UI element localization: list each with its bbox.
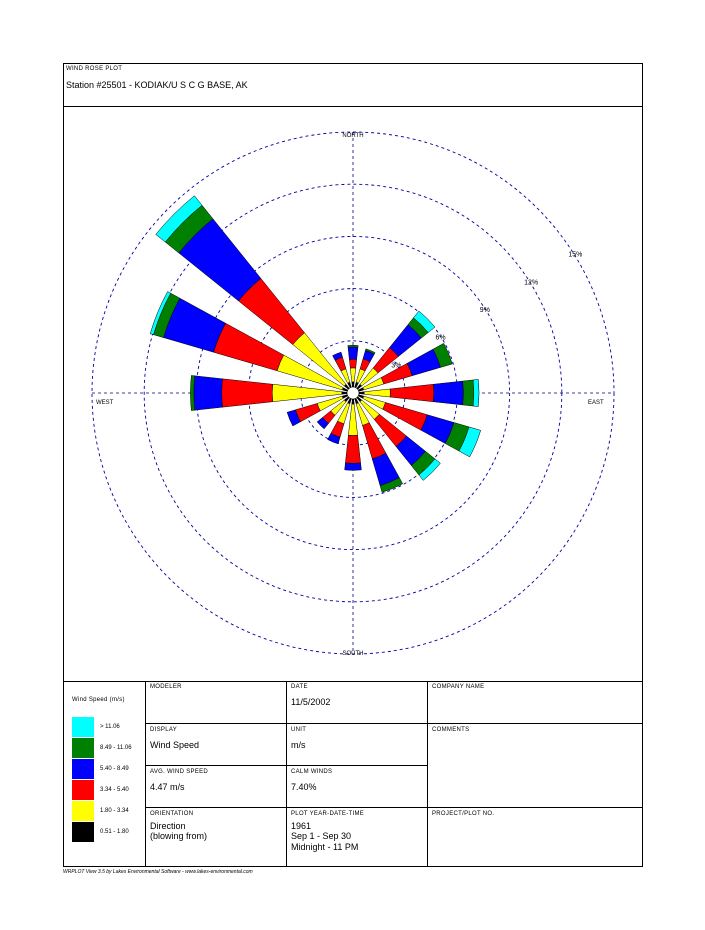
comments-label: COMMENTS	[432, 727, 470, 733]
petal-N-bin3	[348, 347, 358, 359]
ring-label: 6%	[435, 334, 446, 342]
info-row3-divider	[145, 807, 643, 808]
plot-year-value-line3: Midnight - 11 PM	[291, 842, 359, 852]
plot-label: WIND ROSE PLOT	[66, 66, 123, 72]
wind-rose-chart	[64, 107, 642, 681]
plot-year-value-line2: Sep 1 - Sep 30	[291, 831, 352, 841]
petal-S-bin2	[345, 435, 360, 463]
legend-swatch	[72, 822, 94, 842]
compass-label-north: NORTH	[342, 133, 364, 139]
legend-swatch	[72, 717, 94, 737]
footer-credit: WRPLOT View 3.5 by Lakes Environmental Software - www.lakes-environmental.com	[63, 869, 253, 875]
info-col1-divider	[145, 681, 146, 867]
petal-S-bin0	[352, 399, 354, 404]
legend-title: Wind Speed (m/s)	[72, 697, 125, 703]
legend-label: 8.49 - 11.06	[100, 745, 132, 751]
legend-label: > 11.06	[100, 724, 120, 730]
legend-label: 0.51 - 1.80	[100, 829, 129, 835]
display-label: DISPLAY	[150, 727, 177, 733]
orientation-label: ORIENTATION	[150, 811, 194, 817]
calm-center	[347, 387, 359, 399]
compass-label-west: WEST	[96, 400, 114, 406]
orientation-value-line2: (blowing from)	[150, 831, 208, 841]
display-value: Wind Speed	[150, 740, 200, 750]
calm-winds-label: CALM WINDS	[291, 769, 333, 775]
legend-swatch	[72, 780, 94, 800]
ring-label: 9%	[479, 307, 490, 315]
petal-E-bin2	[390, 384, 434, 401]
petal-E-bin4	[463, 380, 474, 406]
legend-label: 1.80 - 3.34	[100, 808, 129, 814]
avg-speed-value: 4.47 m/s	[150, 782, 185, 792]
compass-label-south: SOUTH	[342, 651, 364, 657]
info-top-divider	[63, 681, 643, 682]
petal-W-bin0	[342, 392, 347, 394]
petal-N-bin4	[348, 345, 358, 347]
info-col3-divider	[427, 681, 428, 867]
legend-label: 5.40 - 8.49	[100, 766, 129, 772]
orientation-value-line1: Direction	[150, 821, 186, 831]
info-col2-divider	[286, 681, 287, 867]
plot-year-label: PLOT YEAR-DATE-TIME	[291, 811, 365, 817]
unit-value: m/s	[291, 740, 306, 750]
legend-swatch	[72, 801, 94, 821]
petal-WNW-bin2	[214, 323, 284, 371]
petal-N-bin2	[349, 359, 356, 368]
petal-S-bin1	[348, 404, 357, 435]
date-value: 11/5/2002	[291, 697, 331, 707]
petal-W-bin2	[222, 379, 273, 407]
petal-E-bin5	[473, 379, 479, 406]
plot-year-value-line1: 1961	[291, 821, 312, 831]
unit-label: UNIT	[291, 727, 307, 733]
legend-label: 3.34 - 5.40	[100, 787, 129, 793]
info-row1-divider	[145, 723, 643, 724]
petal-N-bin1	[350, 368, 355, 382]
legend-swatch	[72, 738, 94, 758]
info-row2-divider	[145, 765, 427, 766]
petal-E-bin0	[359, 392, 364, 394]
compass-label-east: EAST	[588, 400, 604, 406]
calm-winds-value: 7.40%	[291, 782, 317, 792]
modeler-label: MODELER	[150, 684, 182, 690]
petal-N-bin0	[352, 382, 354, 387]
ring-label: 3%	[391, 362, 402, 370]
date-label: DATE	[291, 684, 308, 690]
ring-label: 12%	[524, 279, 539, 287]
project-label: PROJECT/PLOT NO.	[432, 811, 495, 817]
petal-W-bin3	[194, 376, 223, 410]
petal-S-bin3	[345, 463, 362, 470]
company-label: COMPANY NAME	[432, 684, 485, 690]
petal-E-bin3	[433, 381, 463, 405]
petal-E-bin1	[364, 389, 390, 397]
station-title: Station #25501 - KODIAK/U S C G BASE, AK	[66, 80, 248, 90]
avg-speed-label: AVG. WIND SPEED	[150, 769, 209, 775]
legend-swatch	[72, 759, 94, 779]
ring-label: 15%	[568, 251, 583, 259]
